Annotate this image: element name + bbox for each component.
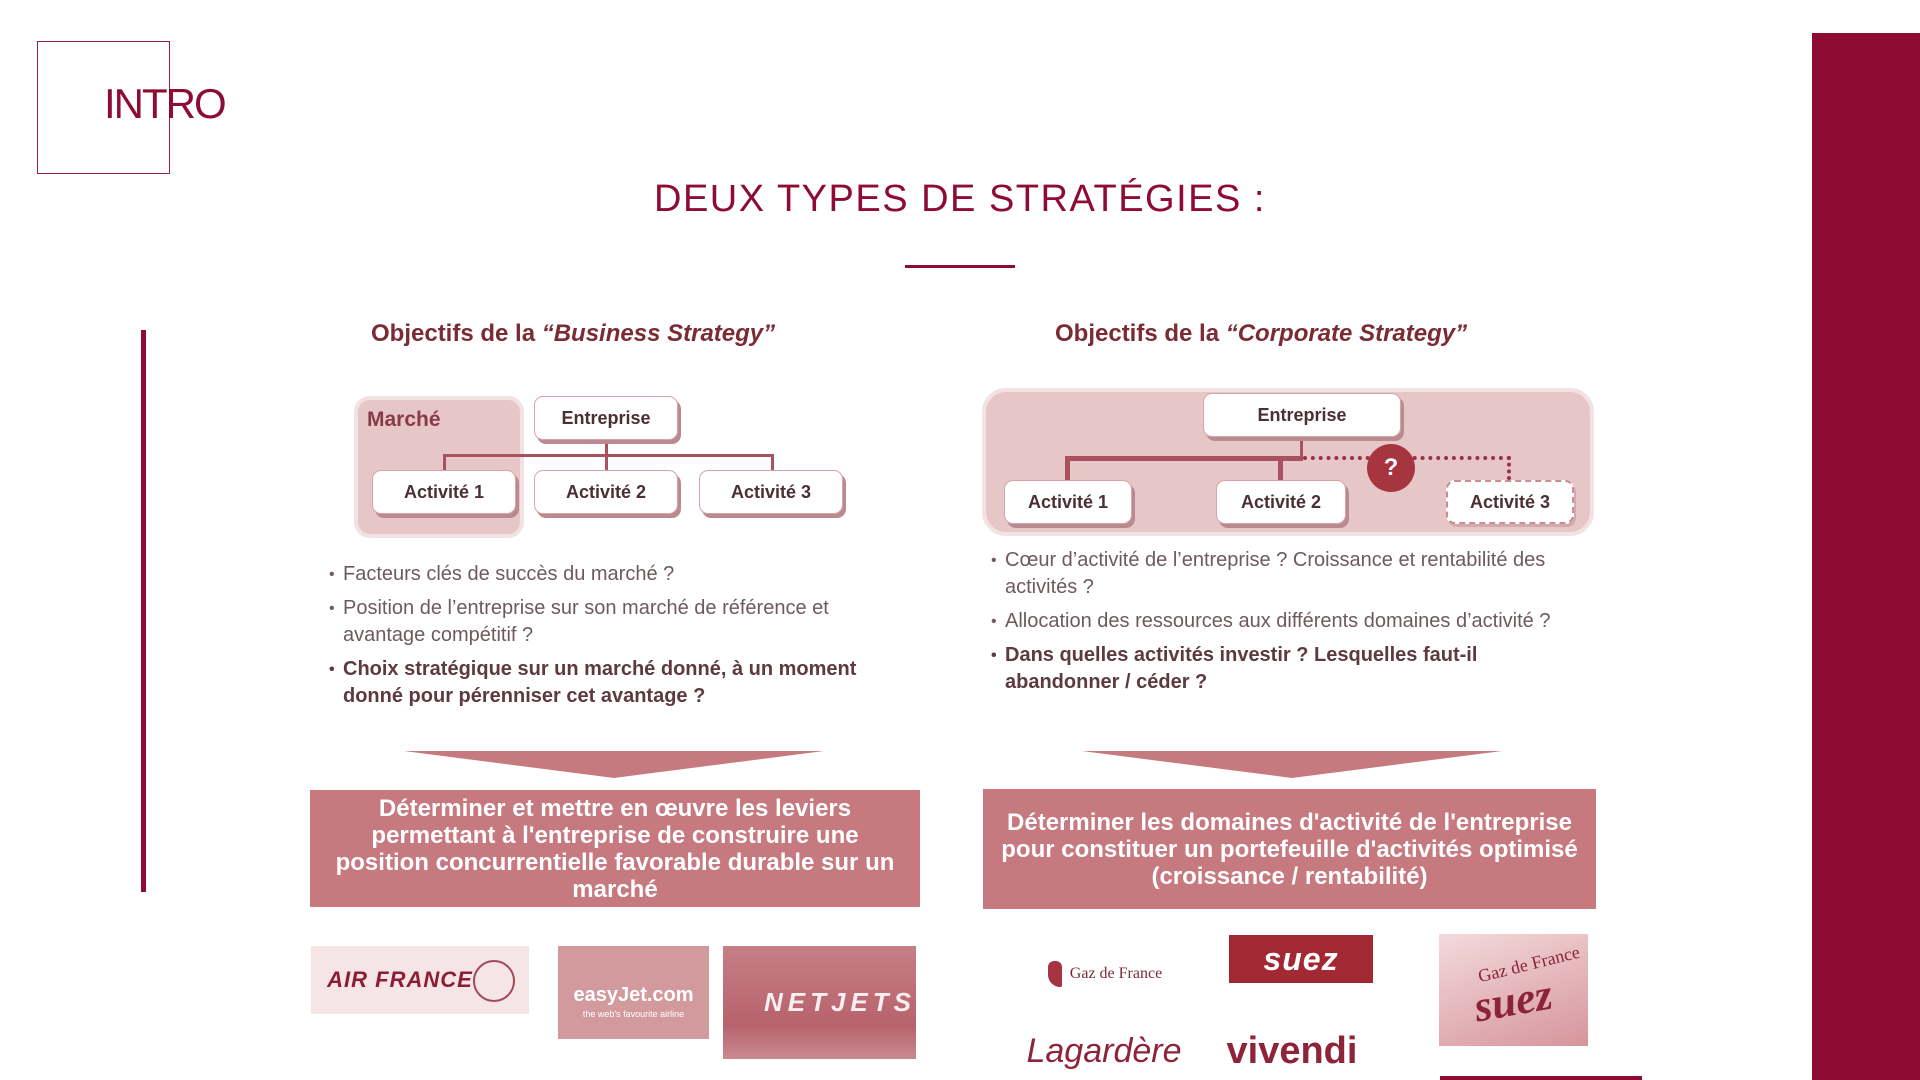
corporate-bullets <box>991 547 1561 703</box>
list-item: • Choix stratégique sur un marché donné, à un moment donné pour pérenniser cet avantage ? <box>329 656 909 710</box>
bs-connector-vertical <box>605 438 608 455</box>
bs-activity-1: Activité 1 <box>372 470 516 514</box>
lagardere-text: Lagardère <box>1026 1031 1182 1070</box>
bs-enterprise-box: Entreprise <box>534 396 678 440</box>
easyjet-tagline: the web's favourite airline <box>582 1009 685 1019</box>
gdf-text: Gaz de France <box>1069 965 1163 982</box>
bs-activity-2: Activité 2 <box>534 470 678 514</box>
cs-connector-drop-1 <box>1065 456 1070 480</box>
market-label: Marché <box>367 408 441 431</box>
suez-logo <box>1229 935 1373 983</box>
netjets-logo <box>723 946 916 1059</box>
lagardere-logo <box>1024 1028 1184 1074</box>
business-title-italic: “Business Strategy” <box>541 320 776 347</box>
air-france-text: AIR FRANCE <box>327 967 473 992</box>
vivendi-logo <box>1212 1026 1372 1076</box>
gdf-suez-logo <box>1439 934 1588 1046</box>
cs-activity-1: Activité 1 <box>1004 480 1132 524</box>
air-france-logo <box>311 946 529 1014</box>
business-result-box: Déterminer et mettre en œuvre les leviers permettant à l'entreprise de construire une position concurrentielle favorable durable sur un marché <box>310 790 920 907</box>
cs-dotted-drop-3 <box>1507 456 1511 480</box>
skyteam-icon <box>473 960 515 1002</box>
business-bullets <box>329 561 909 717</box>
list-item: • Facteurs clés de succès du marché ? <box>329 561 909 588</box>
gaz-de-france-logo <box>1020 942 1190 1006</box>
list-item: • Cœur d’activité de l’entreprise ? Croissance et rentabilité des activités ? <box>991 547 1561 601</box>
easyjet-text: easyJet.com <box>573 984 694 1006</box>
vivendi-text: vivendi <box>1226 1029 1358 1072</box>
cs-activity-2: Activité 2 <box>1216 480 1346 524</box>
page-title: DEUX TYPES DE STRATÉGIES : <box>654 178 1266 220</box>
easyjet-logo <box>558 946 709 1039</box>
cs-enterprise-box: Entreprise <box>1203 393 1401 437</box>
corporate-strategy-title <box>1055 320 1467 348</box>
bs-activity-3: Activité 3 <box>699 470 843 514</box>
cs-activity-3: Activité 3 <box>1446 480 1574 524</box>
left-vertical-rule <box>141 330 146 892</box>
cs-connector-drop-2 <box>1278 456 1283 480</box>
bs-connector-horizontal <box>443 454 774 457</box>
suez-text: suez <box>1263 940 1339 977</box>
right-accent-band <box>1812 33 1920 1080</box>
corporate-arrow <box>1082 751 1502 778</box>
title-underline <box>905 265 1015 268</box>
corporate-title-italic: “Corporate Strategy” <box>1225 320 1468 347</box>
section-label: INTRO <box>104 80 225 127</box>
gdf-flame-icon <box>1048 961 1062 987</box>
business-title-prefix: Objectifs de la <box>371 320 542 347</box>
question-icon: ? <box>1367 444 1415 492</box>
corporate-result-box: Déterminer les domaines d'activité de l'entreprise pour constituer un portefeuille d'activités optimisé (croissance / rentabilité) <box>983 789 1596 909</box>
gdf-suez-bottom-text: suez <box>1470 969 1557 1032</box>
bottom-accent-rule <box>1440 1076 1642 1080</box>
corporate-title-prefix: Objectifs de la <box>1055 320 1226 347</box>
list-item: • Allocation des ressources aux différents domaines d’activité ? <box>991 608 1561 635</box>
netjets-text: NETJETS <box>763 987 916 1017</box>
list-item: • Dans quelles activités investir ? Lesquelles faut-il abandonner / céder ? <box>991 642 1561 696</box>
business-strategy-title <box>371 320 775 348</box>
gdf-suez-top-text: Gaz de France <box>1475 941 1582 987</box>
business-arrow <box>404 751 824 778</box>
list-item: • Position de l’entreprise sur son marché de référence et avantage compétitif ? <box>329 595 909 649</box>
cs-connector-horizontal <box>1065 456 1303 461</box>
